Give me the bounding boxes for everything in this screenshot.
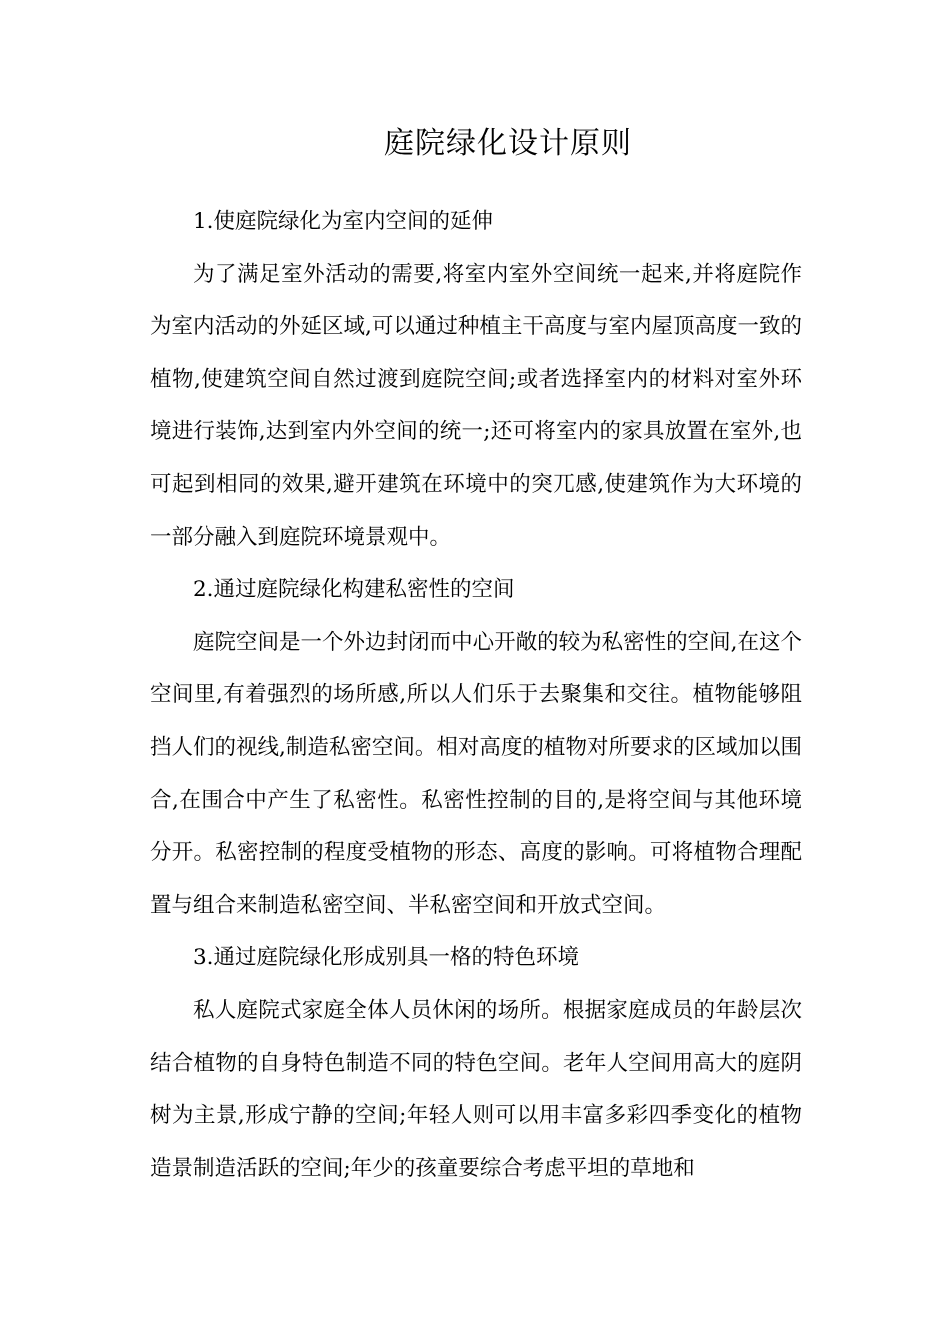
section-heading-3: 3.通过庭院绿化形成别具一格的特色环境 bbox=[193, 945, 580, 971]
document-body bbox=[150, 196, 802, 1195]
body-paragraph-2: 庭院空间是一个外边封闭而中心开敞的较为私密性的空间,在这个空间里,有着强烈的场所感,所以人们乐于去聚集和交往。植物能够阻挡人们的视线,制造私密空间。相对高度的植物对所要求的区域加以围合,在围合中产生了私密性。私密性控制的目的,是将空间与其他环境分开。私密控制的程度受植物的形态、高度的影响。可将植物合理配置与组合来制造私密空间、半私密空间和开放式空间。 bbox=[150, 629, 802, 918]
section-heading-2: 2.通过庭院绿化构建私密性的空间 bbox=[193, 577, 515, 603]
body-paragraph-3: 私人庭院式家庭全体人员休闲的场所。根据家庭成员的年龄层次结合植物的自身特色制造不同的特色空间。老年人空间用高大的庭阴树为主景,形成宁静的空间;年轻人则可以用丰富多彩四季变化的植物造景制造活跃的空间;年少的孩童要综合考虑平坦的草地和 bbox=[150, 997, 802, 1181]
document-title: 庭院绿化设计原则 bbox=[384, 126, 632, 161]
section-heading-1: 1.使庭院绿化为室内空间的延伸 bbox=[193, 209, 494, 234]
body-paragraph-1: 为了满足室外活动的需要,将室内室外空间统一起来,并将庭院作为室内活动的外延区域,可以通过种植主干高度与室内屋顶高度一致的植物,使建筑空间自然过渡到庭院空间;或者选择室内的材料对室外环境进行装饰,达到室内外空间的统一;还可将室内的家具放置在室外,也可起到相同的效果,避开建筑在环境中的突兀感,使建筑作为大环境的一部分融入到庭院环境景观中。 bbox=[150, 261, 802, 550]
